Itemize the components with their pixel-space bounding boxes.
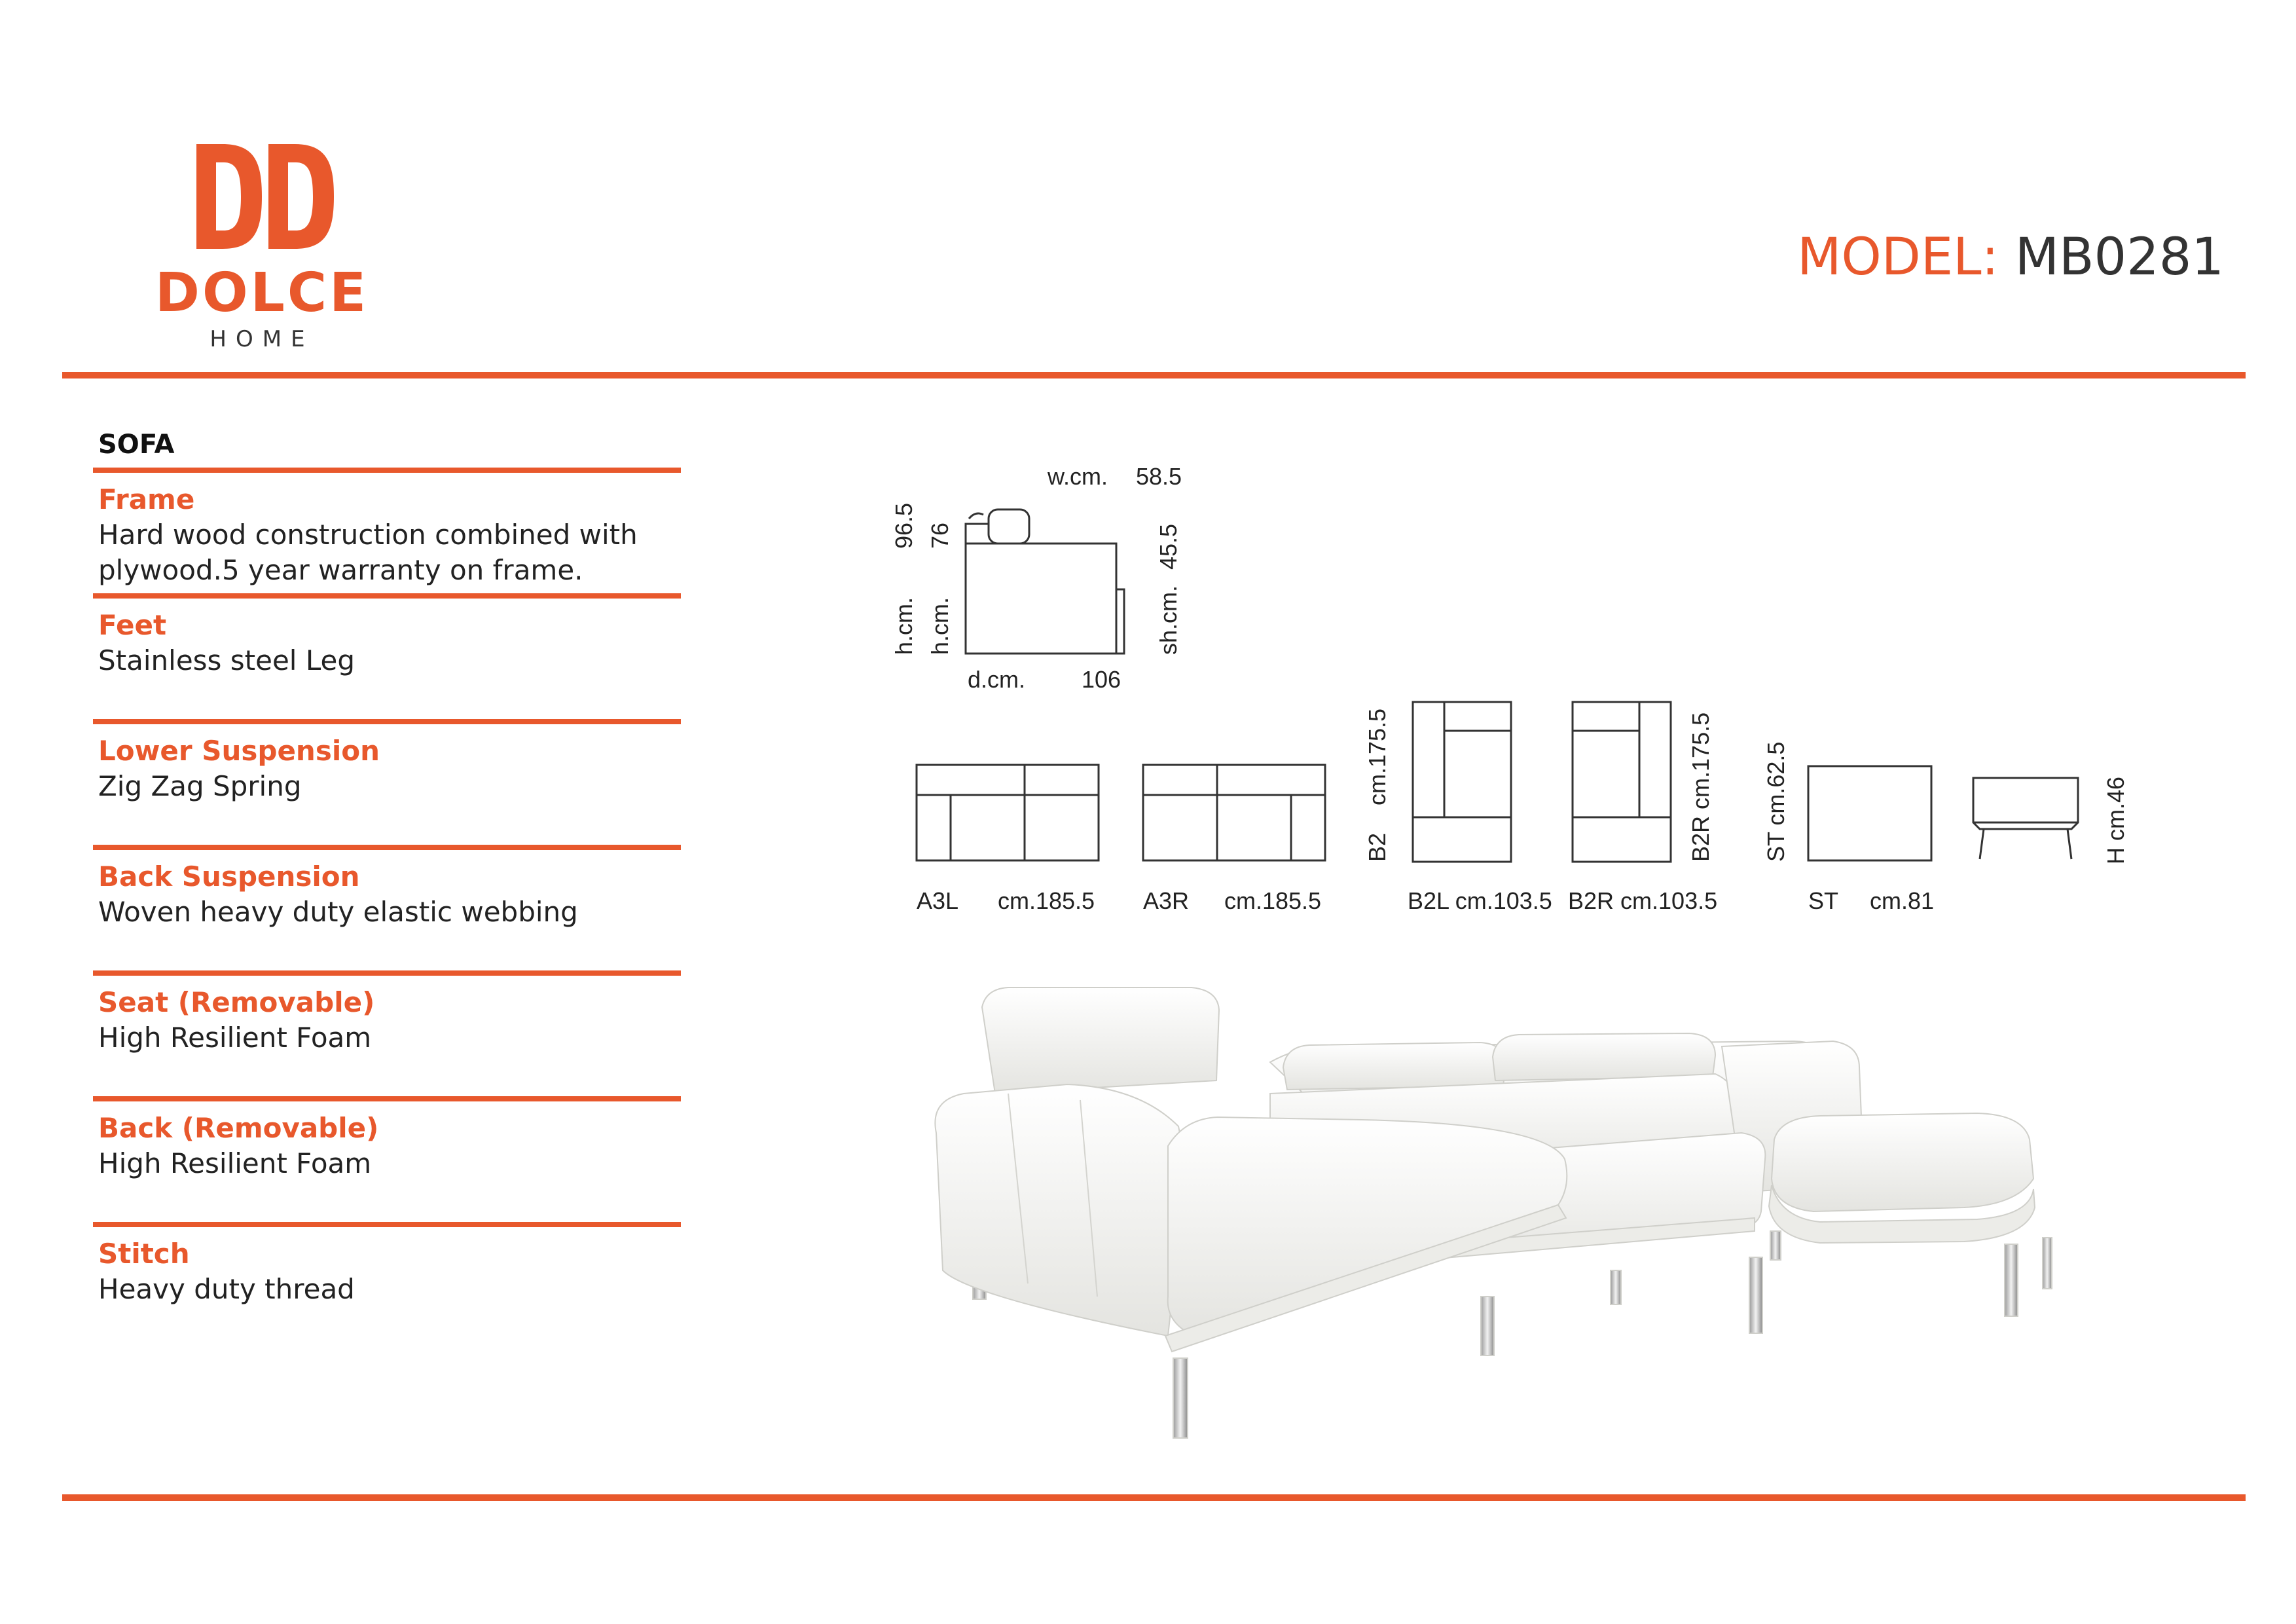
- side-w-label: w.cm.: [1048, 463, 1108, 490]
- spec-feet: [98, 608, 687, 678]
- category-title: SOFA: [98, 430, 175, 460]
- spec-divider: [93, 845, 681, 850]
- footer-divider: [62, 1494, 2246, 1501]
- spec-frame: [98, 482, 687, 588]
- spec-heading: Back Suspension: [98, 860, 360, 893]
- module-a3l-dim: cm.185.5: [998, 887, 1095, 914]
- module-a3r-code: A3R: [1143, 887, 1190, 914]
- spec-text: Stainless steel Leg: [98, 644, 355, 676]
- module-h-label: H cm.46: [2102, 776, 2129, 864]
- module-st-depth: ST cm.62.5: [1762, 741, 1789, 862]
- side-h1-value: 96.5: [890, 502, 917, 549]
- brand-name: DOLCE: [155, 262, 369, 324]
- module-b2l-drawing: [1413, 702, 1511, 862]
- module-ottoman-side-drawing: [1973, 778, 2078, 859]
- spec-back-suspension: [98, 859, 687, 930]
- spec-divider: [93, 1222, 681, 1227]
- spec-back: [98, 1111, 687, 1181]
- spec-divider: [93, 468, 681, 473]
- spec-text: Hard wood construction combined with plywood.5 year warranty on frame.: [98, 519, 638, 586]
- module-b2-depth: cm.175.5: [1364, 708, 1391, 805]
- spec-text: Zig Zag Spring: [98, 770, 302, 802]
- product-photo: [903, 969, 2082, 1441]
- side-w-value: 58.5: [1136, 463, 1182, 490]
- model-label: MODEL:: [1797, 228, 1999, 287]
- module-a3r-dim: cm.185.5: [1224, 887, 1322, 914]
- side-h2-label: h.cm.: [926, 597, 953, 655]
- module-b2r-label: B2R cm.103.5: [1568, 887, 1718, 914]
- side-sh-value: 45.5: [1155, 523, 1182, 570]
- dimension-drawings: [838, 452, 2200, 943]
- spec-heading: Frame: [98, 483, 195, 515]
- model-value: MB0281: [2014, 228, 2224, 287]
- module-b2r-depth: B2R cm.175.5: [1687, 712, 1714, 862]
- spec-text: Woven heavy duty elastic webbing: [98, 896, 578, 928]
- module-a3r-drawing: [1143, 765, 1325, 860]
- module-b2l-label: B2L cm.103.5: [1408, 887, 1552, 914]
- module-a3l-drawing: [917, 765, 1099, 860]
- module-b2r-drawing: [1573, 702, 1671, 862]
- header-divider: [62, 372, 2246, 378]
- side-sh-label: sh.cm.: [1155, 585, 1182, 655]
- spec-seat: [98, 985, 687, 1056]
- spec-lower-suspension: [98, 733, 687, 804]
- module-st-code: ST: [1808, 887, 1839, 914]
- model-heading: [1797, 228, 2224, 287]
- brand-subtitle: HOME: [210, 326, 314, 352]
- side-profile-drawing: [966, 509, 1124, 654]
- spec-divider: [93, 970, 681, 976]
- spec-heading: Lower Suspension: [98, 735, 380, 767]
- spec-stitch: [98, 1236, 687, 1307]
- side-d-value: 106: [1082, 666, 1121, 693]
- module-st-dim: cm.81: [1870, 887, 1935, 914]
- spec-heading: Feet: [98, 609, 167, 641]
- spec-text: Heavy duty thread: [98, 1273, 355, 1305]
- spec-text: High Resilient Foam: [98, 1022, 372, 1054]
- spec-heading: Seat (Removable): [98, 986, 375, 1018]
- module-st-drawing: [1808, 766, 1931, 860]
- side-h1-label: h.cm.: [890, 597, 917, 655]
- spec-divider: [93, 719, 681, 724]
- module-b2-code: B2: [1364, 832, 1391, 862]
- spec-divider: [93, 1096, 681, 1101]
- spec-text: High Resilient Foam: [98, 1147, 372, 1179]
- spec-divider: [93, 593, 681, 599]
- side-d-label: d.cm.: [968, 666, 1026, 693]
- brand-logo-mark: [196, 144, 334, 249]
- spec-heading: Back (Removable): [98, 1112, 379, 1144]
- side-h2-value: 76: [926, 522, 953, 549]
- spec-heading: Stitch: [98, 1238, 190, 1270]
- module-a3l-code: A3L: [917, 887, 959, 914]
